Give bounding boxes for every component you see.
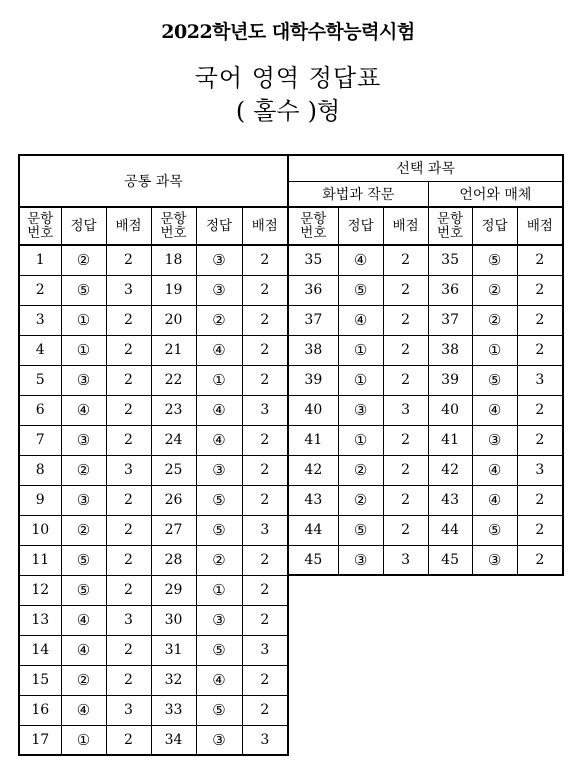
table-row — [19, 665, 563, 695]
question-number: 45 — [288, 545, 338, 575]
language-media-header: 언어와 매체 — [428, 181, 563, 207]
point-value: 3 — [517, 365, 563, 395]
point-value: 2 — [106, 395, 151, 425]
question-number: 21 — [151, 335, 196, 365]
table-row — [19, 365, 563, 395]
point-value: 2 — [383, 485, 428, 515]
question-number: 39 — [428, 365, 472, 395]
answer-choice: ⑤ — [472, 245, 517, 275]
answer-choice: ⑤ — [338, 275, 383, 305]
answer-choice: ④ — [196, 395, 242, 425]
point-value: 2 — [242, 425, 288, 455]
exam-type-title — [0, 91, 576, 126]
point-value: 2 — [383, 365, 428, 395]
answer-choice: ⑤ — [472, 515, 517, 545]
answer-choice: ④ — [472, 485, 517, 515]
column-header-question-no — [288, 207, 338, 245]
empty-area — [288, 725, 563, 755]
answer-choice: ① — [338, 365, 383, 395]
point-value: 2 — [383, 275, 428, 305]
point-value: 2 — [517, 485, 563, 515]
column-header-line: 문항 — [27, 211, 54, 227]
point-value: 3 — [106, 695, 151, 725]
question-number: 43 — [288, 485, 338, 515]
empty-area — [288, 635, 563, 665]
answer-choice: ① — [196, 365, 242, 395]
answer-choice: ⑤ — [61, 545, 106, 575]
answer-choice: ③ — [196, 725, 242, 755]
answer-choice: ⑤ — [196, 635, 242, 665]
answer-choice: ③ — [338, 395, 383, 425]
column-header-question-no — [428, 207, 472, 245]
question-number: 37 — [288, 305, 338, 335]
column-header-line: 문항 — [300, 211, 327, 227]
table-row — [19, 515, 563, 545]
answer-choice: ① — [61, 725, 106, 755]
question-number: 22 — [151, 365, 196, 395]
question-number: 31 — [151, 635, 196, 665]
question-number: 23 — [151, 395, 196, 425]
answer-choice: ④ — [196, 425, 242, 455]
answer-choice: ① — [61, 305, 106, 335]
type-open-paren: ( — [235, 97, 246, 125]
question-number: 1 — [19, 245, 61, 275]
answer-choice: ④ — [61, 695, 106, 725]
point-value: 3 — [517, 455, 563, 485]
column-header-line: 번호 — [437, 225, 464, 241]
table-row — [19, 305, 563, 335]
point-value: 2 — [106, 725, 151, 755]
question-number: 28 — [151, 545, 196, 575]
question-number: 25 — [151, 455, 196, 485]
point-value: 2 — [517, 395, 563, 425]
question-number: 16 — [19, 695, 61, 725]
point-value: 2 — [242, 605, 288, 635]
point-value: 3 — [242, 725, 288, 755]
question-number: 35 — [288, 245, 338, 275]
answer-choice: ② — [338, 485, 383, 515]
table-row — [19, 425, 563, 455]
point-value: 2 — [106, 335, 151, 365]
answer-choice: ② — [196, 305, 242, 335]
answer-choice: ③ — [61, 425, 106, 455]
question-number: 42 — [428, 455, 472, 485]
answer-choice: ⑤ — [196, 515, 242, 545]
column-header-line: 번호 — [160, 225, 187, 241]
table-row — [19, 275, 563, 305]
point-value: 2 — [517, 305, 563, 335]
answer-choice: ① — [61, 335, 106, 365]
answer-choice: ③ — [196, 245, 242, 275]
point-value: 2 — [106, 665, 151, 695]
point-value: 2 — [383, 245, 428, 275]
answer-choice: ① — [338, 425, 383, 455]
empty-area — [288, 695, 563, 725]
answer-choice: ③ — [196, 455, 242, 485]
question-number: 45 — [428, 545, 472, 575]
elective-section-header: 선택 과목 — [288, 155, 563, 181]
empty-area — [288, 605, 563, 635]
column-header-question-no — [151, 207, 196, 245]
answer-choice: ② — [472, 275, 517, 305]
question-number: 7 — [19, 425, 61, 455]
question-number: 41 — [428, 425, 472, 455]
speech-writing-header: 화법과 작문 — [288, 181, 428, 207]
question-number: 37 — [428, 305, 472, 335]
point-value: 2 — [517, 515, 563, 545]
column-header-line: 문항 — [160, 211, 187, 227]
answer-choice: ① — [338, 335, 383, 365]
point-value: 2 — [242, 575, 288, 605]
answer-choice: ④ — [472, 455, 517, 485]
answer-choice: ⑤ — [61, 275, 106, 305]
point-value: 3 — [383, 545, 428, 575]
question-number: 36 — [288, 275, 338, 305]
table-row — [19, 545, 563, 575]
column-header-points: 배점 — [517, 207, 563, 245]
question-number: 18 — [151, 245, 196, 275]
point-value: 2 — [383, 425, 428, 455]
answer-choice: ③ — [61, 485, 106, 515]
question-number: 10 — [19, 515, 61, 545]
question-number: 20 — [151, 305, 196, 335]
point-value: 2 — [106, 245, 151, 275]
question-number: 19 — [151, 275, 196, 305]
answer-choice: ④ — [196, 335, 242, 365]
point-value: 2 — [242, 335, 288, 365]
answer-choice: ③ — [338, 545, 383, 575]
table-row — [19, 695, 563, 725]
empty-area — [288, 665, 563, 695]
question-number: 8 — [19, 455, 61, 485]
answer-choice: ② — [61, 455, 106, 485]
table-row — [19, 575, 563, 605]
question-number: 38 — [288, 335, 338, 365]
column-header-points: 배점 — [383, 207, 428, 245]
question-number: 32 — [151, 665, 196, 695]
point-value: 3 — [106, 605, 151, 635]
column-header-answer: 정답 — [61, 207, 106, 245]
column-header-points: 배점 — [106, 207, 151, 245]
question-number: 12 — [19, 575, 61, 605]
point-value: 2 — [106, 305, 151, 335]
answer-choice: ② — [61, 245, 106, 275]
answer-choice: ⑤ — [196, 695, 242, 725]
question-number: 27 — [151, 515, 196, 545]
answer-choice: ④ — [61, 395, 106, 425]
answer-choice: ② — [338, 455, 383, 485]
column-header-answer: 정답 — [472, 207, 517, 245]
point-value: 2 — [106, 575, 151, 605]
point-value: 3 — [383, 395, 428, 425]
answer-choice: ② — [196, 545, 242, 575]
answer-choice: ④ — [61, 605, 106, 635]
point-value: 2 — [517, 335, 563, 365]
table-row — [19, 485, 563, 515]
question-number: 40 — [428, 395, 472, 425]
answer-choice: ④ — [338, 245, 383, 275]
table-row — [19, 395, 563, 425]
answer-choice: ② — [472, 305, 517, 335]
answer-choice: ⑤ — [61, 575, 106, 605]
table-row — [19, 335, 563, 365]
question-number: 36 — [428, 275, 472, 305]
question-number: 26 — [151, 485, 196, 515]
point-value: 2 — [242, 275, 288, 305]
point-value: 2 — [242, 455, 288, 485]
answer-choice: ④ — [196, 665, 242, 695]
answer-choice: ③ — [196, 605, 242, 635]
point-value: 3 — [242, 635, 288, 665]
answer-choice: ⑤ — [338, 515, 383, 545]
answer-key-title: 국어 영역 정답표 — [194, 64, 382, 92]
question-number: 35 — [428, 245, 472, 275]
table-row — [19, 455, 563, 485]
question-number: 41 — [288, 425, 338, 455]
column-header-answer: 정답 — [338, 207, 383, 245]
question-number: 34 — [151, 725, 196, 755]
answer-choice: ① — [472, 335, 517, 365]
point-value: 3 — [242, 395, 288, 425]
question-number: 14 — [19, 635, 61, 665]
question-number: 17 — [19, 725, 61, 755]
point-value: 2 — [106, 635, 151, 665]
answer-choice: ② — [61, 515, 106, 545]
point-value: 2 — [242, 245, 288, 275]
point-value: 2 — [517, 425, 563, 455]
answer-choice: ③ — [61, 365, 106, 395]
question-number: 13 — [19, 605, 61, 635]
point-value: 2 — [106, 515, 151, 545]
column-header-question-no — [19, 207, 61, 245]
question-number: 39 — [288, 365, 338, 395]
point-value: 2 — [242, 305, 288, 335]
point-value: 2 — [242, 665, 288, 695]
point-value: 2 — [242, 695, 288, 725]
point-value: 2 — [517, 275, 563, 305]
answer-choice: ③ — [472, 425, 517, 455]
column-header-points: 배점 — [242, 207, 288, 245]
column-header-line: 번호 — [27, 225, 54, 241]
answer-choice: ④ — [472, 395, 517, 425]
question-number: 29 — [151, 575, 196, 605]
question-number: 3 — [19, 305, 61, 335]
answer-choice: ④ — [61, 635, 106, 665]
question-number: 40 — [288, 395, 338, 425]
empty-area — [288, 575, 563, 605]
exam-title: 2022학년도 대학수학능력시험 — [161, 21, 415, 43]
column-header-line: 문항 — [437, 211, 464, 227]
point-value: 2 — [383, 455, 428, 485]
question-number: 30 — [151, 605, 196, 635]
answer-choice: ② — [61, 665, 106, 695]
table-row — [19, 725, 563, 755]
common-section-header: 공통 과목 — [19, 155, 288, 207]
question-number: 44 — [428, 515, 472, 545]
question-number: 4 — [19, 335, 61, 365]
point-value: 3 — [106, 455, 151, 485]
question-number: 5 — [19, 365, 61, 395]
point-value: 3 — [242, 515, 288, 545]
question-number: 38 — [428, 335, 472, 365]
point-value: 3 — [106, 275, 151, 305]
question-number: 24 — [151, 425, 196, 455]
question-number: 2 — [19, 275, 61, 305]
column-header-line: 번호 — [300, 225, 327, 241]
answer-table — [18, 154, 564, 756]
table-row — [19, 605, 563, 635]
point-value: 2 — [242, 545, 288, 575]
answer-choice: ① — [196, 575, 242, 605]
question-number: 6 — [19, 395, 61, 425]
question-number: 44 — [288, 515, 338, 545]
column-header-answer: 정답 — [196, 207, 242, 245]
point-value: 2 — [383, 515, 428, 545]
point-value: 2 — [242, 365, 288, 395]
point-value: 2 — [106, 425, 151, 455]
question-number: 33 — [151, 695, 196, 725]
point-value: 2 — [383, 335, 428, 365]
point-value: 2 — [106, 545, 151, 575]
table-row — [19, 245, 563, 275]
point-value: 2 — [517, 545, 563, 575]
point-value: 2 — [383, 305, 428, 335]
question-number: 42 — [288, 455, 338, 485]
answer-choice: ⑤ — [472, 365, 517, 395]
question-number: 11 — [19, 545, 61, 575]
question-number: 15 — [19, 665, 61, 695]
table-row — [19, 635, 563, 665]
point-value: 2 — [517, 245, 563, 275]
question-number: 9 — [19, 485, 61, 515]
question-number: 43 — [428, 485, 472, 515]
point-value: 2 — [106, 365, 151, 395]
answer-choice: ④ — [338, 305, 383, 335]
answer-choice: ③ — [472, 545, 517, 575]
type-name: 홀수 — [253, 97, 300, 125]
answer-choice: ③ — [196, 275, 242, 305]
answer-choice: ⑤ — [196, 485, 242, 515]
point-value: 2 — [242, 485, 288, 515]
point-value: 2 — [106, 485, 151, 515]
type-close: )형 — [307, 97, 341, 125]
